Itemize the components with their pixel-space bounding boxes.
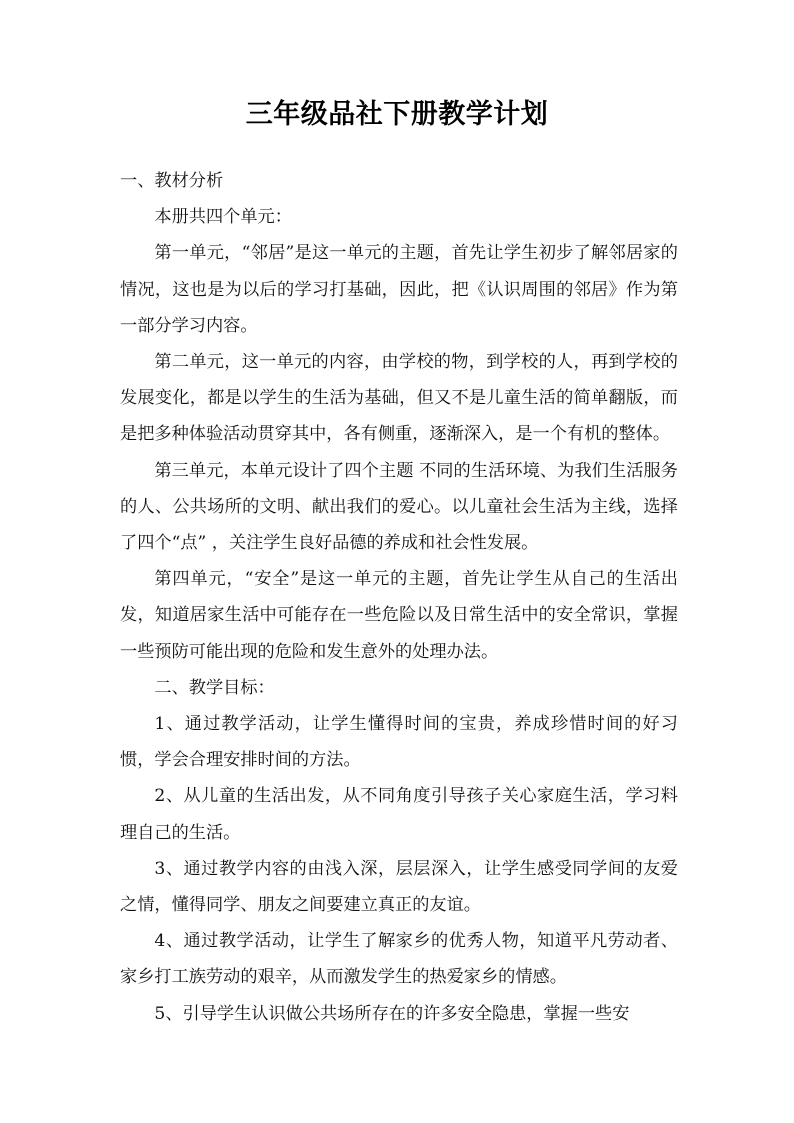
paragraph-unit-three: 第三单元，本单元设计了四个主题 不同的生活环境、为我们生活服务的人、公共场所的文明、献出我们的爱心。以儿童社会生活为主线，选择了四个“点” ，关注学生良好品德的养成和社会性发展。 — [120, 460, 678, 554]
goal-item-3: 3、通过教学内容的由浅入深，层层深入，让学生感受同学间的友爱之情，懂得同学、朋友之间要建立真正的友谊。 — [120, 858, 678, 916]
goal-item-4: 4、通过教学活动，让学生了解家乡的优秀人物，知道平凡劳动者、家乡打工族劳动的艰辛，从而激发学生的热爱家乡的情感。 — [120, 931, 678, 988]
section-heading-textbook-analysis: 一、教材分析 — [120, 171, 224, 191]
goal-item-2: 2、从儿童的生活出发，从不同角度引导孩子关心家庭生活，学习料理自己的生活。 — [120, 786, 678, 843]
document-title: 三年级品社下册教学计划 — [245, 99, 549, 130]
paragraph-unit-two: 第二单元，这一单元的内容，由学校的物，到学校的人，再到学校的发展变化，都是以学生的生活为基础，但又不是儿童生活的简单翻版，而是把多种体验活动贯穿其中，各有侧重，逐渐深入，是一个有机的整体。 — [120, 352, 678, 445]
section-heading-teaching-goals: 二、教学目标： — [154, 677, 275, 698]
paragraph-unit-one: 第一单元，“邻居”是这一单元的主题，首先让学生初步了解邻居家的情况，这也是为以后的学习打基础，因此，把《认识周围的邻居》作为第一部分学习内容。 — [120, 243, 678, 336]
paragraph-unit-four: 第四单元，“安全”是这一单元的主题，首先让学生从自己的生活出发，知道居家生活中可能存在一些危险以及日常生活中的安全常识，掌握一些预防可能出现的危险和发生意外的处理办法。 — [120, 569, 678, 662]
goal-item-5: 5、引导学生认识做公共场所存在的许多安全隐患，掌握一些安 — [154, 1003, 630, 1024]
paragraph-units-intro: 本册共四个单元： — [154, 207, 292, 228]
goal-item-1: 1、通过教学活动，让学生懂得时间的宝贵，养成珍惜时间的好习惯，学会合理安排时间的方法。 — [120, 714, 678, 771]
document-body — [120, 163, 678, 1032]
